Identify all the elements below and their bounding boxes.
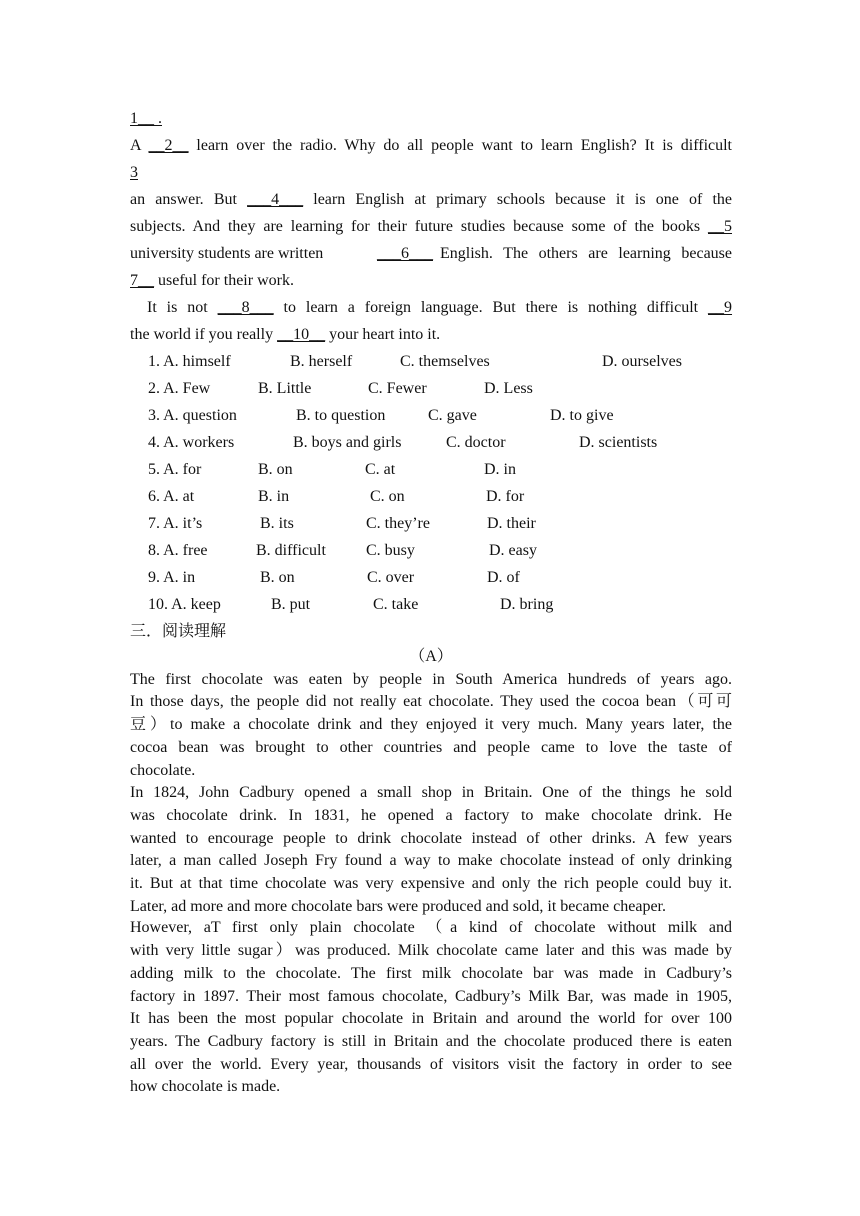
option-7a: 7. A. it’s — [148, 515, 203, 532]
option-6d: D. for — [486, 488, 525, 505]
option-9c: C. over — [367, 569, 415, 586]
option-5d: D. in — [484, 461, 516, 478]
option-6a: 6. A. at — [148, 488, 195, 505]
option-4a: 4. A. workers — [148, 434, 235, 451]
passage-line: was chocolate drink. In 1831, he opened a factory to make chocolate drink. He — [130, 807, 732, 824]
option-6c: C. on — [370, 488, 405, 505]
option-1c: C. themselves — [400, 353, 490, 370]
option-10c: C. take — [373, 596, 419, 613]
option-1a: 1. A. himself — [148, 353, 231, 370]
option-5a: 5. A. for — [148, 461, 202, 478]
option-3d: D. to give — [550, 407, 614, 424]
passage-line: adding milk to the chocolate. The first milk chocolate bar was made in Cadbury’s — [130, 965, 732, 982]
option-9d: D. of — [487, 569, 520, 586]
option-10d: D. bring — [500, 596, 554, 613]
blank-6: ___6___ — [377, 245, 433, 262]
cloze-line-2 — [130, 163, 138, 183]
passage-line: cocoa bean was brought to other countries and people came to love the taste of — [130, 739, 732, 756]
passage-line: with very little sugar）was produced. Milk chocolate came later and this was made by — [130, 942, 733, 959]
option-7c: C. they’re — [366, 515, 430, 532]
option-6b: B. in — [258, 488, 290, 505]
cloze-line-1: A __2__ learn over the radio. Why do all people want to learn English? It is difficult — [130, 137, 733, 154]
option-5c: C. at — [365, 461, 396, 478]
section-title: 三．阅读理解 — [130, 623, 227, 640]
option-5b: B. on — [258, 461, 293, 478]
cloze-line-6: 7__ useful for their work. — [130, 272, 294, 289]
cloze-line-3: an answer. But ___4___ learn English at primary schools because it is one of the — [130, 191, 733, 208]
option-7d: D. their — [487, 515, 536, 532]
cloze-line-0: 1__ . — [130, 110, 162, 127]
blank-3: 3 — [130, 164, 138, 181]
blank-5: __5 — [708, 218, 732, 235]
option-8d: D. easy — [489, 542, 537, 559]
option-3a: 3. A. question — [148, 407, 237, 424]
passage-line: years. The Cadbury factory is still in Britain and the chocolate produced there is eaten — [130, 1033, 732, 1050]
option-10a: 10. A. keep — [148, 596, 221, 613]
passage-line: In those days, the people did not really eat chocolate. They used the cocoa bean（可可 — [130, 693, 732, 710]
cloze-line-7: It is not ___8___ to learn a foreign language. But there is nothing difficult __9 — [147, 299, 733, 316]
passage-caption: （A） — [409, 648, 453, 665]
passage-line: chocolate. — [130, 762, 196, 779]
blank-8: ___8___ — [217, 299, 274, 316]
option-3c: C. gave — [428, 407, 477, 424]
cloze-line-8: the world if you really __10__ your heart into it. — [130, 326, 441, 343]
blank-7: 7__ — [130, 272, 154, 289]
option-4b: B. boys and girls — [293, 434, 402, 451]
cloze-line-5-tail: English. The others are learning because — [440, 245, 732, 262]
option-3b: B. to question — [296, 407, 386, 424]
option-8c: C. busy — [366, 542, 415, 559]
blank-2: __2__ — [148, 137, 189, 154]
option-7b: B. its — [260, 515, 294, 532]
blank-4: ___4___ — [247, 191, 304, 208]
passage-line: factory in 1897. Their most famous chocolate, Cadbury’s Milk Bar, was made in 1905, — [130, 988, 732, 1005]
passage-line: it. But at that time chocolate was very expensive and only the rich people could buy it. — [130, 875, 732, 892]
passage-line: The first chocolate was eaten by people in South America hundreds of years ago. — [130, 671, 732, 688]
passage-line: However, aT first only plain chocolate （a kind of chocolate without milk and — [130, 919, 732, 936]
cloze-line-5: university students are written — [130, 245, 324, 262]
option-9a: 9. A. in — [148, 569, 196, 586]
passage-line: later, a man called Joseph Fry found a way to make chocolate instead of only drinking — [130, 852, 732, 869]
passage-line: 豆）to make a chocolate drink and they enjoyed it very much. Many years later, the — [130, 716, 732, 733]
passage-line: Later, ad more and more chocolate bars were produced and sold, it became cheaper. — [130, 898, 666, 915]
passage-line: all over the world. Every year, thousands of visitors visit the factory in order to see — [130, 1056, 732, 1073]
option-2a: 2. A. Few — [148, 380, 211, 397]
passage-line: In 1824, John Cadbury opened a small shop in Britain. One of the things he sold — [130, 784, 732, 801]
passage-line: wanted to encourage people to drink chocolate instead of other drinks. A few years — [130, 830, 732, 847]
passage-line: It has been the most popular chocolate in Britain and around the world for over 100 — [130, 1010, 732, 1027]
option-4c: C. doctor — [446, 434, 506, 451]
option-8a: 8. A. free — [148, 542, 208, 559]
option-2b: B. Little — [258, 380, 312, 397]
option-2c: C. Fewer — [368, 380, 427, 397]
option-2d: D. Less — [484, 380, 533, 397]
option-1b: B. herself — [290, 353, 353, 370]
option-9b: B. on — [260, 569, 295, 586]
cloze-line-4: subjects. And they are learning for their future studies because some of the books __5 — [130, 218, 732, 235]
passage-line: how chocolate is made. — [130, 1078, 281, 1095]
option-4d: D. scientists — [579, 434, 658, 451]
option-1d: D. ourselves — [602, 353, 682, 370]
option-8b: B. difficult — [256, 542, 326, 559]
option-10b: B. put — [271, 596, 311, 613]
blank-10: __10__ — [277, 326, 326, 343]
blank-9: __9 — [708, 299, 733, 316]
